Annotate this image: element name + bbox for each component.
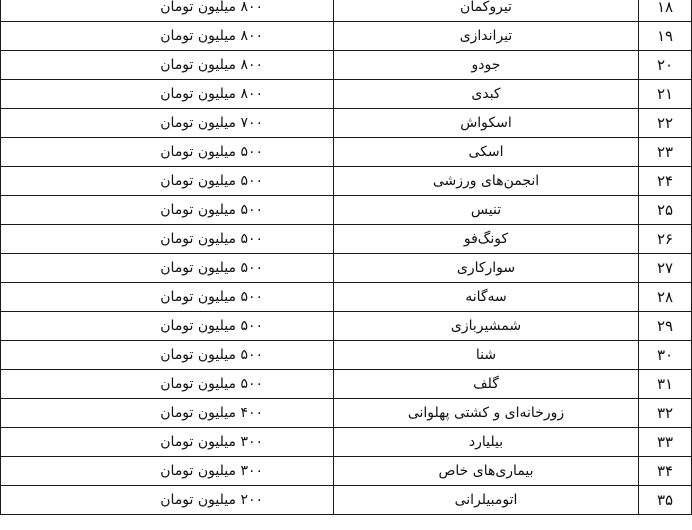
budget-amount-cell: ۵۰۰ میلیون تومان xyxy=(1,283,334,312)
budget-amount-cell: ۸۰۰ میلیون تومان xyxy=(1,0,334,22)
row-number-cell: ۲۳ xyxy=(639,138,692,167)
table-row xyxy=(1,370,692,399)
sport-name-cell: کونگ‌فو xyxy=(334,225,639,254)
table-row xyxy=(1,399,692,428)
budget-amount-cell: ۸۰۰ میلیون تومان xyxy=(1,80,334,109)
table-row xyxy=(1,138,692,167)
sport-name-cell: بیلیارد xyxy=(334,428,639,457)
sport-name-cell: اسکواش xyxy=(334,109,639,138)
row-number-cell: ۲۲ xyxy=(639,109,692,138)
row-number-cell: ۲۴ xyxy=(639,167,692,196)
budget-amount-cell: ۵۰۰ میلیون تومان xyxy=(1,196,334,225)
budget-amount-cell: ۵۰۰ میلیون تومان xyxy=(1,254,334,283)
sport-name-cell: سه‌گانه xyxy=(334,283,639,312)
table-row xyxy=(1,254,692,283)
sport-name-cell: اسکی xyxy=(334,138,639,167)
sport-name-cell: انجمن‌های ورزشی xyxy=(334,167,639,196)
table-row xyxy=(1,225,692,254)
budget-amount-cell: ۸۰۰ میلیون تومان xyxy=(1,22,334,51)
row-number-cell: ۳۴ xyxy=(639,457,692,486)
table-row xyxy=(1,22,692,51)
budget-amount-cell: ۵۰۰ میلیون تومان xyxy=(1,341,334,370)
table-row xyxy=(1,109,692,138)
row-number-cell: ۳۵ xyxy=(639,486,692,515)
table-row xyxy=(1,80,692,109)
table-row xyxy=(1,283,692,312)
row-number-cell: ۱۸ xyxy=(639,0,692,22)
sport-name-cell: زورخانه‌ای و کشتی پهلوانی xyxy=(334,399,639,428)
sport-name-cell: شمشیربازی xyxy=(334,312,639,341)
row-number-cell: ۲۹ xyxy=(639,312,692,341)
table-body xyxy=(1,0,692,515)
table-row xyxy=(1,486,692,515)
sport-name-cell: تنیس xyxy=(334,196,639,225)
table-row xyxy=(1,457,692,486)
row-number-cell: ۲۸ xyxy=(639,283,692,312)
budget-amount-cell: ۵۰۰ میلیون تومان xyxy=(1,370,334,399)
table-row xyxy=(1,167,692,196)
table-row xyxy=(1,51,692,80)
table-row xyxy=(1,312,692,341)
budget-amount-cell: ۴۰۰ میلیون تومان xyxy=(1,399,334,428)
row-number-cell: ۲۵ xyxy=(639,196,692,225)
budget-amount-cell: ۷۰۰ میلیون تومان xyxy=(1,109,334,138)
row-number-cell: ۳۰ xyxy=(639,341,692,370)
sport-name-cell: تیراندازی xyxy=(334,22,639,51)
row-number-cell: ۲۷ xyxy=(639,254,692,283)
sport-name-cell: کبدی xyxy=(334,80,639,109)
row-number-cell: ۲۶ xyxy=(639,225,692,254)
budget-amount-cell: ۲۰۰ میلیون تومان xyxy=(1,486,334,515)
budget-amount-cell: ۸۰۰ میلیون تومان xyxy=(1,51,334,80)
sport-name-cell: گلف xyxy=(334,370,639,399)
budget-amount-cell: ۳۰۰ میلیون تومان xyxy=(1,428,334,457)
sport-name-cell: بیماری‌های خاص xyxy=(334,457,639,486)
sport-name-cell: جودو xyxy=(334,51,639,80)
table-row xyxy=(1,341,692,370)
sport-name-cell: سوارکاری xyxy=(334,254,639,283)
row-number-cell: ۳۱ xyxy=(639,370,692,399)
sport-name-cell: اتومبیلرانی xyxy=(334,486,639,515)
table-row xyxy=(1,196,692,225)
sport-name-cell: شنا xyxy=(334,341,639,370)
row-number-cell: ۳۲ xyxy=(639,399,692,428)
sport-name-cell: تیروکمان xyxy=(334,0,639,22)
budget-amount-cell: ۵۰۰ میلیون تومان xyxy=(1,312,334,341)
budget-amount-cell: ۵۰۰ میلیون تومان xyxy=(1,225,334,254)
table-row xyxy=(1,0,692,22)
row-number-cell: ۲۱ xyxy=(639,80,692,109)
row-number-cell: ۲۰ xyxy=(639,51,692,80)
budget-amount-cell: ۵۰۰ میلیون تومان xyxy=(1,167,334,196)
table-row xyxy=(1,428,692,457)
budget-amount-cell: ۵۰۰ میلیون تومان xyxy=(1,138,334,167)
row-number-cell: ۳۳ xyxy=(639,428,692,457)
budget-amount-cell: ۳۰۰ میلیون تومان xyxy=(1,457,334,486)
row-number-cell: ۱۹ xyxy=(639,22,692,51)
